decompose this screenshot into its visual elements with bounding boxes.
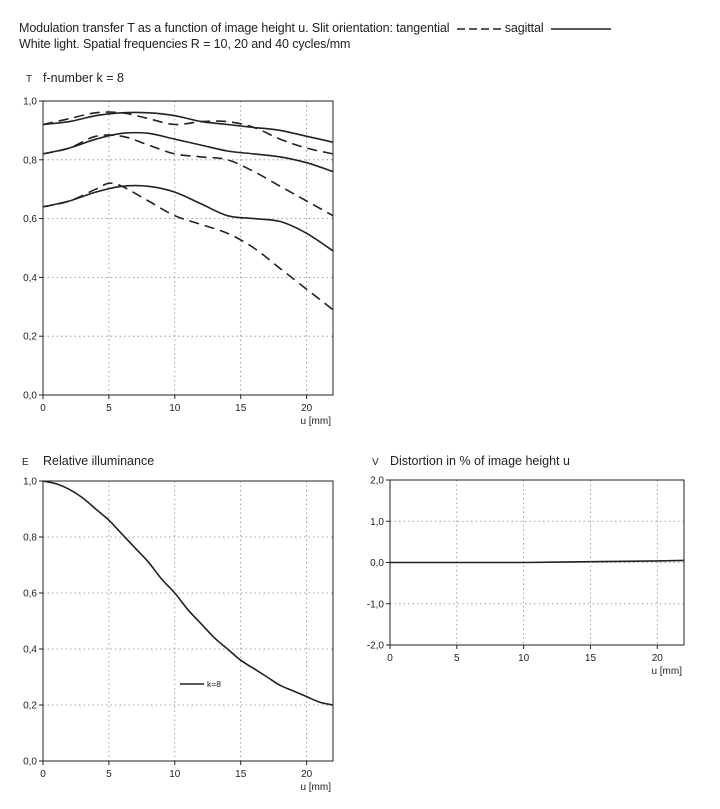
mtf-y-tick-label: 0,0: [23, 390, 37, 402]
mtf-x-tick-label: 10: [169, 403, 181, 414]
illuminance-y-tick-label: 0,8: [23, 532, 37, 544]
illuminance-x-tick-label: 5: [106, 769, 112, 780]
illuminance-x-tick-label: 10: [169, 769, 181, 780]
illuminance-legend-label: k=8: [207, 679, 221, 689]
sagittal-legend-label: sagittal: [504, 21, 544, 35]
distortion-series-line-1: [390, 560, 684, 562]
distortion-y-tick-label: 1,0: [370, 516, 384, 528]
illuminance-plot-frame: [43, 481, 333, 761]
distortion-y-tick-label: -1,0: [366, 599, 384, 611]
distortion-x-tick-label: 5: [454, 653, 460, 664]
distortion-y-tick-label: -2,0: [366, 640, 384, 652]
mtf-y-tick-label: 1,0: [23, 96, 37, 108]
mtf-tangential-line-4: [43, 135, 333, 216]
illuminance-y-tick-label: 0,2: [23, 700, 37, 712]
illuminance-axis-symbol: E: [22, 457, 29, 468]
mtf-axis-symbol: T: [26, 74, 33, 85]
illuminance-y-tick-label: 1,0: [23, 476, 37, 488]
mtf-y-tick-label: 0,2: [23, 331, 37, 343]
illuminance-chart: [22, 454, 333, 793]
mtf-sagittal-line-1: [43, 112, 333, 142]
mtf-x-tick-label: 0: [40, 403, 46, 414]
distortion-y-tick-label: 0,0: [370, 558, 384, 569]
mtf-y-tick-label: 0,4: [23, 272, 37, 284]
illuminance-y-tick-label: 0,4: [23, 644, 37, 656]
mtf-plot-frame: [43, 101, 333, 395]
header-line-1-text: Modulation transfer T as a function of image height u. Slit orientation: tangential: [19, 21, 450, 35]
illuminance-x-tick-label: 20: [301, 769, 313, 780]
illuminance-x-tick-label: 0: [40, 769, 46, 780]
distortion-x-tick-label: 15: [584, 653, 597, 664]
mtf-sagittal-line-3: [43, 133, 333, 172]
distortion-title: Distortion in % of image height u: [390, 454, 570, 468]
distortion-x-tick-label: 10: [518, 653, 530, 664]
illuminance-x-axis-label: u [mm]: [300, 782, 331, 793]
mtf-x-tick-label: 5: [106, 403, 112, 414]
illuminance-y-tick-label: 0,6: [23, 588, 37, 600]
distortion-axis-symbol: V: [372, 457, 379, 468]
distortion-chart: [367, 454, 684, 677]
illuminance-y-tick-label: 0,0: [23, 756, 37, 768]
distortion-x-tick-label: 20: [651, 653, 663, 664]
header-line-2: White light. Spatial frequencies R = 10, 20 and 40 cycles/mm: [19, 37, 351, 51]
distortion-x-axis-label: u [mm]: [651, 666, 682, 677]
distortion-y-tick-label: 2,0: [370, 475, 384, 487]
mtf-y-tick-label: 0,6: [23, 214, 37, 226]
mtf-tangential-line-6: [43, 183, 333, 310]
mtf-x-tick-label: 15: [235, 403, 247, 414]
mtf-x-tick-label: 20: [301, 403, 313, 414]
illuminance-x-tick-label: 15: [235, 769, 247, 780]
mtf-chart: [23, 71, 333, 427]
mtf-title: f-number k = 8: [43, 71, 124, 85]
mtf-x-axis-label: u [mm]: [300, 416, 331, 427]
illuminance-title: Relative illuminance: [43, 454, 155, 468]
distortion-x-tick-label: 0: [387, 653, 393, 664]
mtf-y-tick-label: 0,8: [23, 155, 37, 167]
